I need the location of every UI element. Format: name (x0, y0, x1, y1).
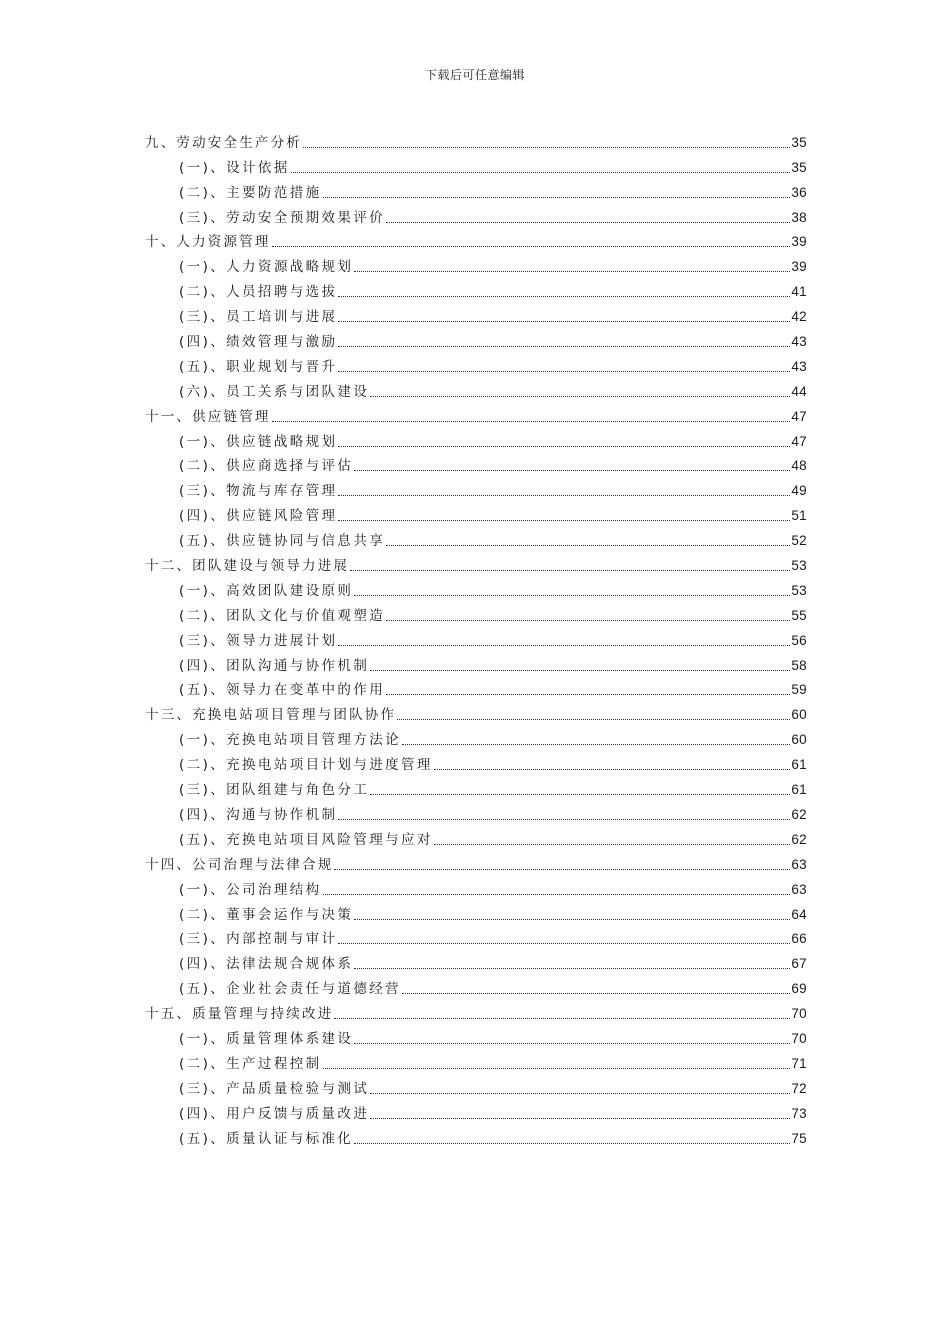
toc-entry-title: (一)、公司治理结构 (179, 881, 322, 898)
toc-entry-title: (四)、供应链风险管理 (179, 508, 338, 525)
toc-dot-leader (354, 919, 790, 920)
toc-section-entry[interactable] (145, 426, 807, 451)
toc-dot-leader (338, 520, 790, 521)
toc-dot-leader (397, 719, 790, 720)
toc-section-entry[interactable] (145, 177, 807, 202)
toc-page-number: 72 (791, 1080, 807, 1096)
toc-section-entry[interactable] (145, 1123, 807, 1148)
toc-page-number: 53 (791, 582, 807, 598)
toc-page-number: 70 (791, 1030, 807, 1046)
toc-entry-title: 十五、质量管理与持续改进 (145, 1006, 334, 1023)
toc-dot-leader (354, 1043, 790, 1044)
toc-entry-title: 十、人力资源管理 (145, 234, 271, 251)
toc-section-entry[interactable] (145, 799, 807, 824)
toc-dot-leader (354, 271, 790, 272)
toc-page-number: 41 (791, 284, 807, 300)
toc-page-number: 51 (791, 508, 807, 524)
toc-entry-title: (五)、供应链协同与信息共享 (179, 533, 386, 550)
toc-chapter-entry[interactable] (145, 849, 807, 874)
toc-chapter-entry[interactable] (145, 401, 807, 426)
toc-page-number: 44 (791, 383, 807, 399)
toc-section-entry[interactable] (145, 973, 807, 998)
toc-dot-leader (402, 744, 790, 745)
toc-section-entry[interactable] (145, 675, 807, 700)
toc-section-entry[interactable] (145, 152, 807, 177)
toc-entry-title: (六)、员工关系与团队建设 (179, 383, 370, 400)
toc-entry-title: (五)、充换电站项目风险管理与应对 (179, 831, 433, 848)
toc-entry-title: (四)、用户反馈与质量改进 (179, 1105, 370, 1122)
toc-dot-leader (272, 421, 791, 422)
toc-entry-title: (五)、企业社会责任与道德经营 (179, 981, 402, 998)
toc-entry-title: (四)、绩效管理与激励 (179, 334, 338, 351)
toc-page-number: 58 (791, 657, 807, 673)
toc-page-number: 60 (791, 732, 807, 748)
toc-entry-title: 十一、供应链管理 (145, 408, 271, 425)
toc-entry-title: (三)、领导力进展计划 (179, 632, 338, 649)
toc-entry-title: (二)、团队文化与价值观塑造 (179, 607, 386, 624)
toc-dot-leader (338, 296, 790, 297)
toc-entry-title: 十三、充换电站项目管理与团队协作 (145, 707, 397, 724)
toc-page-number: 62 (791, 806, 807, 822)
toc-entry-title: 十二、团队建设与领导力进展 (145, 558, 350, 575)
toc-page-number: 75 (791, 1130, 807, 1146)
toc-page-number: 43 (791, 358, 807, 374)
table-of-contents (145, 127, 807, 1148)
toc-entry-title: (四)、团队沟通与协作机制 (179, 657, 370, 674)
toc-entry-title: (一)、高效团队建设原则 (179, 582, 354, 599)
toc-section-entry[interactable] (145, 475, 807, 500)
toc-dot-leader (434, 769, 791, 770)
toc-dot-leader (354, 1143, 790, 1144)
toc-section-entry[interactable] (145, 774, 807, 799)
toc-entry-title: (一)、供应链战略规划 (179, 433, 338, 450)
toc-page-number: 35 (791, 134, 807, 150)
toc-page-number: 71 (791, 1055, 807, 1071)
toc-dot-leader (323, 894, 791, 895)
toc-dot-leader (370, 1118, 790, 1119)
toc-page-number: 62 (791, 831, 807, 847)
toc-dot-leader (370, 670, 790, 671)
toc-dot-leader (272, 246, 791, 247)
toc-page-number: 59 (791, 682, 807, 698)
toc-page-number: 47 (791, 433, 807, 449)
toc-dot-leader (338, 943, 790, 944)
toc-chapter-entry[interactable] (145, 998, 807, 1023)
toc-entry-title: (四)、法律法规合规体系 (179, 956, 354, 973)
toc-entry-title: (三)、员工培训与进展 (179, 309, 338, 326)
toc-entry-title: (二)、供应商选择与评估 (179, 458, 354, 475)
toc-section-entry[interactable] (145, 650, 807, 675)
toc-dot-leader (370, 794, 790, 795)
page-header: 下载后可任意编辑 (424, 68, 525, 82)
toc-entry-title: (三)、团队组建与角色分工 (179, 782, 370, 799)
toc-page-number: 63 (791, 881, 807, 897)
toc-page-number: 55 (791, 607, 807, 623)
toc-dot-leader (350, 570, 790, 571)
toc-page-number: 36 (791, 184, 807, 200)
toc-entry-title: (三)、内部控制与审计 (179, 931, 338, 948)
toc-section-entry[interactable] (145, 948, 807, 973)
toc-page-number: 47 (791, 408, 807, 424)
toc-page-number: 70 (791, 1006, 807, 1022)
toc-section-entry[interactable] (145, 575, 807, 600)
toc-section-entry[interactable] (145, 451, 807, 476)
toc-entry-title: 九、劳动安全生产分析 (145, 134, 302, 151)
toc-page-number: 42 (791, 309, 807, 325)
toc-page-number: 48 (791, 458, 807, 474)
toc-page-number: 67 (791, 956, 807, 972)
toc-section-entry[interactable] (145, 351, 807, 376)
toc-section-entry[interactable] (145, 202, 807, 227)
toc-chapter-entry[interactable] (145, 227, 807, 252)
toc-section-entry[interactable] (145, 924, 807, 949)
toc-dot-leader (386, 620, 790, 621)
toc-section-entry[interactable] (145, 899, 807, 924)
toc-section-entry[interactable] (145, 625, 807, 650)
toc-entry-title: (一)、人力资源战略规划 (179, 259, 354, 276)
toc-section-entry[interactable] (145, 301, 807, 326)
toc-section-entry[interactable] (145, 1098, 807, 1123)
toc-entry-title: (二)、生产过程控制 (179, 1055, 322, 1072)
toc-entry-title: (五)、职业规划与晋升 (179, 358, 338, 375)
toc-page-number: 52 (791, 533, 807, 549)
toc-entry-title: (三)、物流与库存管理 (179, 483, 338, 500)
toc-section-entry[interactable] (145, 376, 807, 401)
toc-dot-leader (354, 470, 790, 471)
toc-entry-title: (四)、沟通与协作机制 (179, 806, 338, 823)
toc-dot-leader (386, 222, 790, 223)
toc-chapter-entry[interactable] (145, 699, 807, 724)
toc-dot-leader (354, 968, 790, 969)
toc-dot-leader (323, 197, 791, 198)
toc-dot-leader (402, 993, 790, 994)
toc-section-entry[interactable] (145, 600, 807, 625)
toc-section-entry[interactable] (145, 824, 807, 849)
toc-page-number: 53 (791, 558, 807, 574)
toc-entry-title: (五)、质量认证与标准化 (179, 1130, 354, 1147)
toc-dot-leader (323, 1068, 791, 1069)
toc-page-number: 61 (791, 757, 807, 773)
toc-dot-leader (386, 545, 790, 546)
toc-page-number: 60 (791, 707, 807, 723)
toc-dot-leader (338, 446, 790, 447)
toc-entry-title: (一)、设计依据 (179, 159, 290, 176)
toc-page-number: 56 (791, 632, 807, 648)
toc-entry-title: (三)、产品质量检验与测试 (179, 1080, 370, 1097)
toc-dot-leader (338, 645, 790, 646)
toc-dot-leader (291, 172, 791, 173)
toc-entry-title: (三)、劳动安全预期效果评价 (179, 209, 386, 226)
toc-page-number: 61 (791, 782, 807, 798)
toc-dot-leader (334, 869, 790, 870)
toc-dot-leader (354, 595, 790, 596)
toc-page-number: 69 (791, 981, 807, 997)
toc-entry-title: (二)、主要防范措施 (179, 184, 322, 201)
toc-section-entry[interactable] (145, 251, 807, 276)
toc-dot-leader (303, 147, 790, 148)
toc-section-entry[interactable] (145, 500, 807, 525)
toc-page-number: 38 (791, 209, 807, 225)
toc-section-entry[interactable] (145, 1048, 807, 1073)
toc-page-number: 35 (791, 159, 807, 175)
toc-page-number: 39 (791, 234, 807, 250)
toc-page-number: 66 (791, 931, 807, 947)
toc-entry-title: (五)、领导力在变革中的作用 (179, 682, 386, 699)
toc-section-entry[interactable] (145, 724, 807, 749)
toc-entry-title: (二)、充换电站项目计划与进度管理 (179, 757, 433, 774)
toc-page-number: 63 (791, 856, 807, 872)
toc-chapter-entry[interactable] (145, 550, 807, 575)
toc-section-entry[interactable] (145, 276, 807, 301)
toc-section-entry[interactable] (145, 874, 807, 899)
toc-page-number: 39 (791, 259, 807, 275)
toc-dot-leader (338, 321, 790, 322)
toc-entry-title: (一)、充换电站项目管理方法论 (179, 732, 402, 749)
toc-section-entry[interactable] (145, 525, 807, 550)
toc-dot-leader (338, 346, 790, 347)
toc-entry-title: (二)、人员招聘与选拔 (179, 284, 338, 301)
toc-dot-leader (386, 694, 790, 695)
toc-dot-leader (434, 844, 791, 845)
toc-section-entry[interactable] (145, 749, 807, 774)
toc-section-entry[interactable] (145, 1073, 807, 1098)
toc-section-entry[interactable] (145, 326, 807, 351)
toc-section-entry[interactable] (145, 1023, 807, 1048)
toc-page-number: 64 (791, 906, 807, 922)
toc-dot-leader (334, 1018, 790, 1019)
toc-dot-leader (338, 495, 790, 496)
toc-dot-leader (370, 1093, 790, 1094)
toc-page-number: 73 (791, 1105, 807, 1121)
toc-dot-leader (338, 371, 790, 372)
toc-dot-leader (338, 819, 790, 820)
toc-entry-title: 十四、公司治理与法律合规 (145, 856, 334, 873)
toc-entry-title: (二)、董事会运作与决策 (179, 906, 354, 923)
toc-entry-title: (一)、质量管理体系建设 (179, 1030, 354, 1047)
toc-page-number: 43 (791, 334, 807, 350)
toc-chapter-entry[interactable] (145, 127, 807, 152)
toc-page-number: 49 (791, 483, 807, 499)
toc-dot-leader (370, 396, 790, 397)
